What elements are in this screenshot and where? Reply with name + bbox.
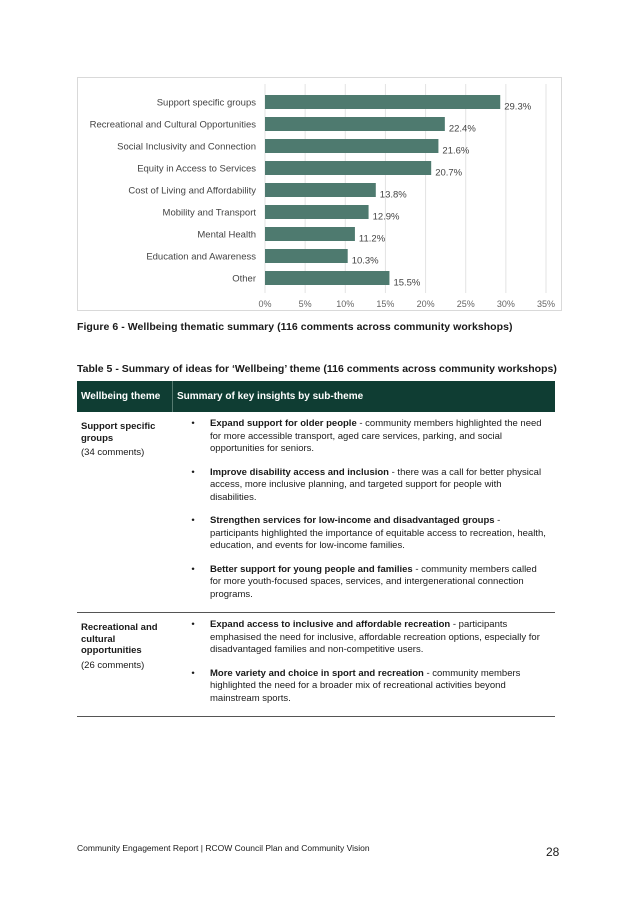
bullet-icon: • [191, 466, 195, 478]
bullet-icon: • [191, 418, 195, 429]
category-label: Education and Awareness [146, 251, 256, 263]
insight-text: - community members called for more youth-focused spaces, services, and intergenerational connection programs. [210, 563, 537, 600]
figure-caption: Figure 6 - Wellbeing thematic summary (116 comments across community workshops) [77, 321, 513, 333]
insight-title: Expand access to inclusive and affordable recreation [210, 619, 451, 630]
insight-item [172, 668, 555, 706]
value-label: 21.6% [442, 145, 470, 157]
category-label: Equity in Access to Services [137, 163, 256, 175]
insight-item [172, 564, 555, 602]
table-caption: Table 5 - Summary of ideas for ‘Wellbeing’ theme (116 comments across community workshops) [77, 363, 557, 375]
insight-text: - community members highlighted the need for a broader mix of recreational activities beyond mainstream sports. [210, 667, 521, 704]
footer-text: Community Engagement Report | RCOW Council Plan and Community Vision [77, 843, 370, 853]
insight-text: - participants emphasised the need for inclusive, affordable recreation options, especially for disadvantaged families and non-competitive users. [210, 619, 540, 655]
category-label: Recreational and Cultural Opportunities [89, 119, 256, 131]
theme-name: Recreational and cultural opportunities [81, 622, 158, 656]
header-theme: Wellbeing theme [81, 391, 161, 402]
insight-item [172, 467, 555, 505]
value-label: 11.2% [358, 233, 386, 245]
value-label: 13.8% [379, 189, 407, 201]
table-row [77, 412, 555, 613]
value-label: 29.3% [504, 101, 532, 113]
insights-cell [172, 613, 555, 716]
insight-title: More variety and choice in sport and recreation [210, 667, 424, 679]
x-tick-label: 5% [298, 299, 312, 309]
table-row [77, 613, 555, 717]
bar [265, 205, 369, 219]
insight-title: Strengthen services for low-income and disadvantaged groups [210, 515, 495, 526]
table-header [77, 381, 555, 412]
theme-count: (34 comments) [81, 447, 145, 458]
theme-cell [77, 412, 172, 612]
wellbeing-table [77, 381, 555, 717]
x-tick-label: 35% [536, 299, 556, 309]
x-tick-label: 0% [258, 299, 272, 309]
theme-cell [77, 613, 172, 716]
wellbeing-chart [77, 77, 562, 311]
theme-name: Support specific groups [81, 421, 156, 444]
insights-cell [172, 412, 555, 612]
insight-title: Expand support for older people [210, 418, 357, 429]
insight-text: - there was a call for better physical access, more inclusive planning, and targeted support for people with disabilities. [210, 466, 542, 503]
bar [265, 117, 445, 131]
value-label: 20.7% [435, 167, 463, 179]
category-label: Support specific groups [156, 97, 256, 109]
category-label: Social Inclusivity and Connection [117, 141, 256, 153]
insight-item [172, 418, 555, 456]
x-tick-label: 30% [496, 299, 515, 309]
x-tick-label: 15% [376, 299, 395, 309]
x-tick-label: 25% [456, 299, 475, 309]
bar [265, 161, 431, 175]
value-label: 22.4% [448, 123, 476, 135]
bar [265, 183, 376, 197]
insight-title: Better support for young people and families [210, 563, 413, 575]
bar [265, 95, 500, 109]
header-insights: Summary of key insights by sub-theme [172, 381, 363, 412]
insight-item [172, 515, 555, 553]
page-number: 28 [546, 845, 560, 859]
value-label: 15.5% [393, 277, 421, 289]
bar [265, 249, 348, 263]
category-label: Cost of Living and Affordability [128, 185, 256, 197]
insight-title: Improve disability access and inclusion [210, 466, 389, 478]
bullet-icon: • [191, 619, 195, 630]
category-label: Other [232, 273, 256, 285]
theme-count: (26 comments) [81, 659, 145, 671]
value-label: 10.3% [351, 255, 379, 267]
bullet-icon: • [191, 515, 195, 526]
chart-svg [78, 78, 561, 310]
bullet-icon: • [191, 563, 195, 575]
bar [265, 139, 438, 153]
x-tick-label: 10% [336, 299, 355, 309]
category-label: Mental Health [197, 229, 256, 241]
insight-item [172, 619, 555, 657]
category-label: Mobility and Transport [162, 207, 256, 219]
x-tick-label: 20% [416, 299, 435, 309]
value-label: 12.9% [372, 211, 400, 223]
bar [265, 271, 389, 285]
insight-text: - participants highlighted the importance of equitable access to recreation, health, education, and events for low-income families. [210, 515, 546, 551]
bullet-icon: • [191, 667, 195, 679]
bar [265, 227, 355, 241]
insight-text: - community members highlighted the need for more accessible transport, aged care services, parking, and social opportunities for seniors. [210, 418, 542, 454]
